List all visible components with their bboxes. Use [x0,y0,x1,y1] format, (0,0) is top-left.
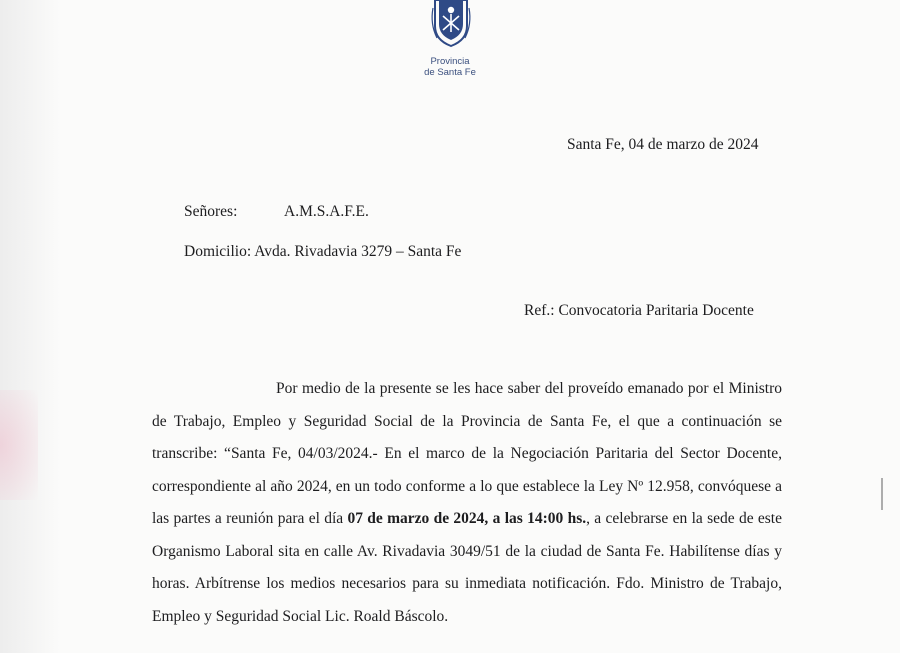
crest-line-2: de Santa Fe [424,67,476,78]
recipient-label: Señores: [184,203,238,220]
crest-caption [400,56,500,78]
body-text-part-1: Por medio de la presente se les hace saber del proveído emanado por el Ministro de Trabajo, Empleo y Seguridad Social de la Provincia de Santa Fe, el que a continuación se transcribe: “Santa Fe, 04/03/2024.- En el marco de la Negociación Paritaria del Sector Docente, correspondiente al año 2024, en un todo conforme a lo que establece la Ley Nº 12.958, convóquese a las partes a reunión para el día [152,380,782,527]
reference-label: Ref.: [524,302,555,319]
crest-line-1: Provincia [430,56,470,67]
reference-line [524,302,754,320]
province-crest-icon [429,0,473,48]
domicile-label: Domicilio: [184,243,252,260]
date-line: Santa Fe, 04 de marzo de 2024 [567,136,759,153]
domicile-value: Avda. Rivadavia 3279 – Santa Fe [254,243,462,260]
scan-stain [0,390,38,500]
body-paragraph [152,373,782,633]
body-meeting-date: 07 de marzo de 2024, a las 14:00 hs. [347,510,587,527]
scan-shadow [0,0,60,653]
scan-edge-mark [881,478,883,510]
recipient-name: A.M.S.A.F.E. [284,203,369,220]
body-text-part-2: , a celebrarse en la sede de este Organismo Laboral sita en calle Av. Rivadavia 3049/51 de la ciudad de Santa Fe. Habilítense días y horas. Arbítrense los medios necesarios para su inmediata notificación. Fdo. Ministro de Trabajo, Empleo y Seguridad Social Lic. Roald Báscolo. [152,510,782,625]
domicile-line [184,243,461,261]
reference-value: Convocatoria Paritaria Docente [558,302,754,319]
